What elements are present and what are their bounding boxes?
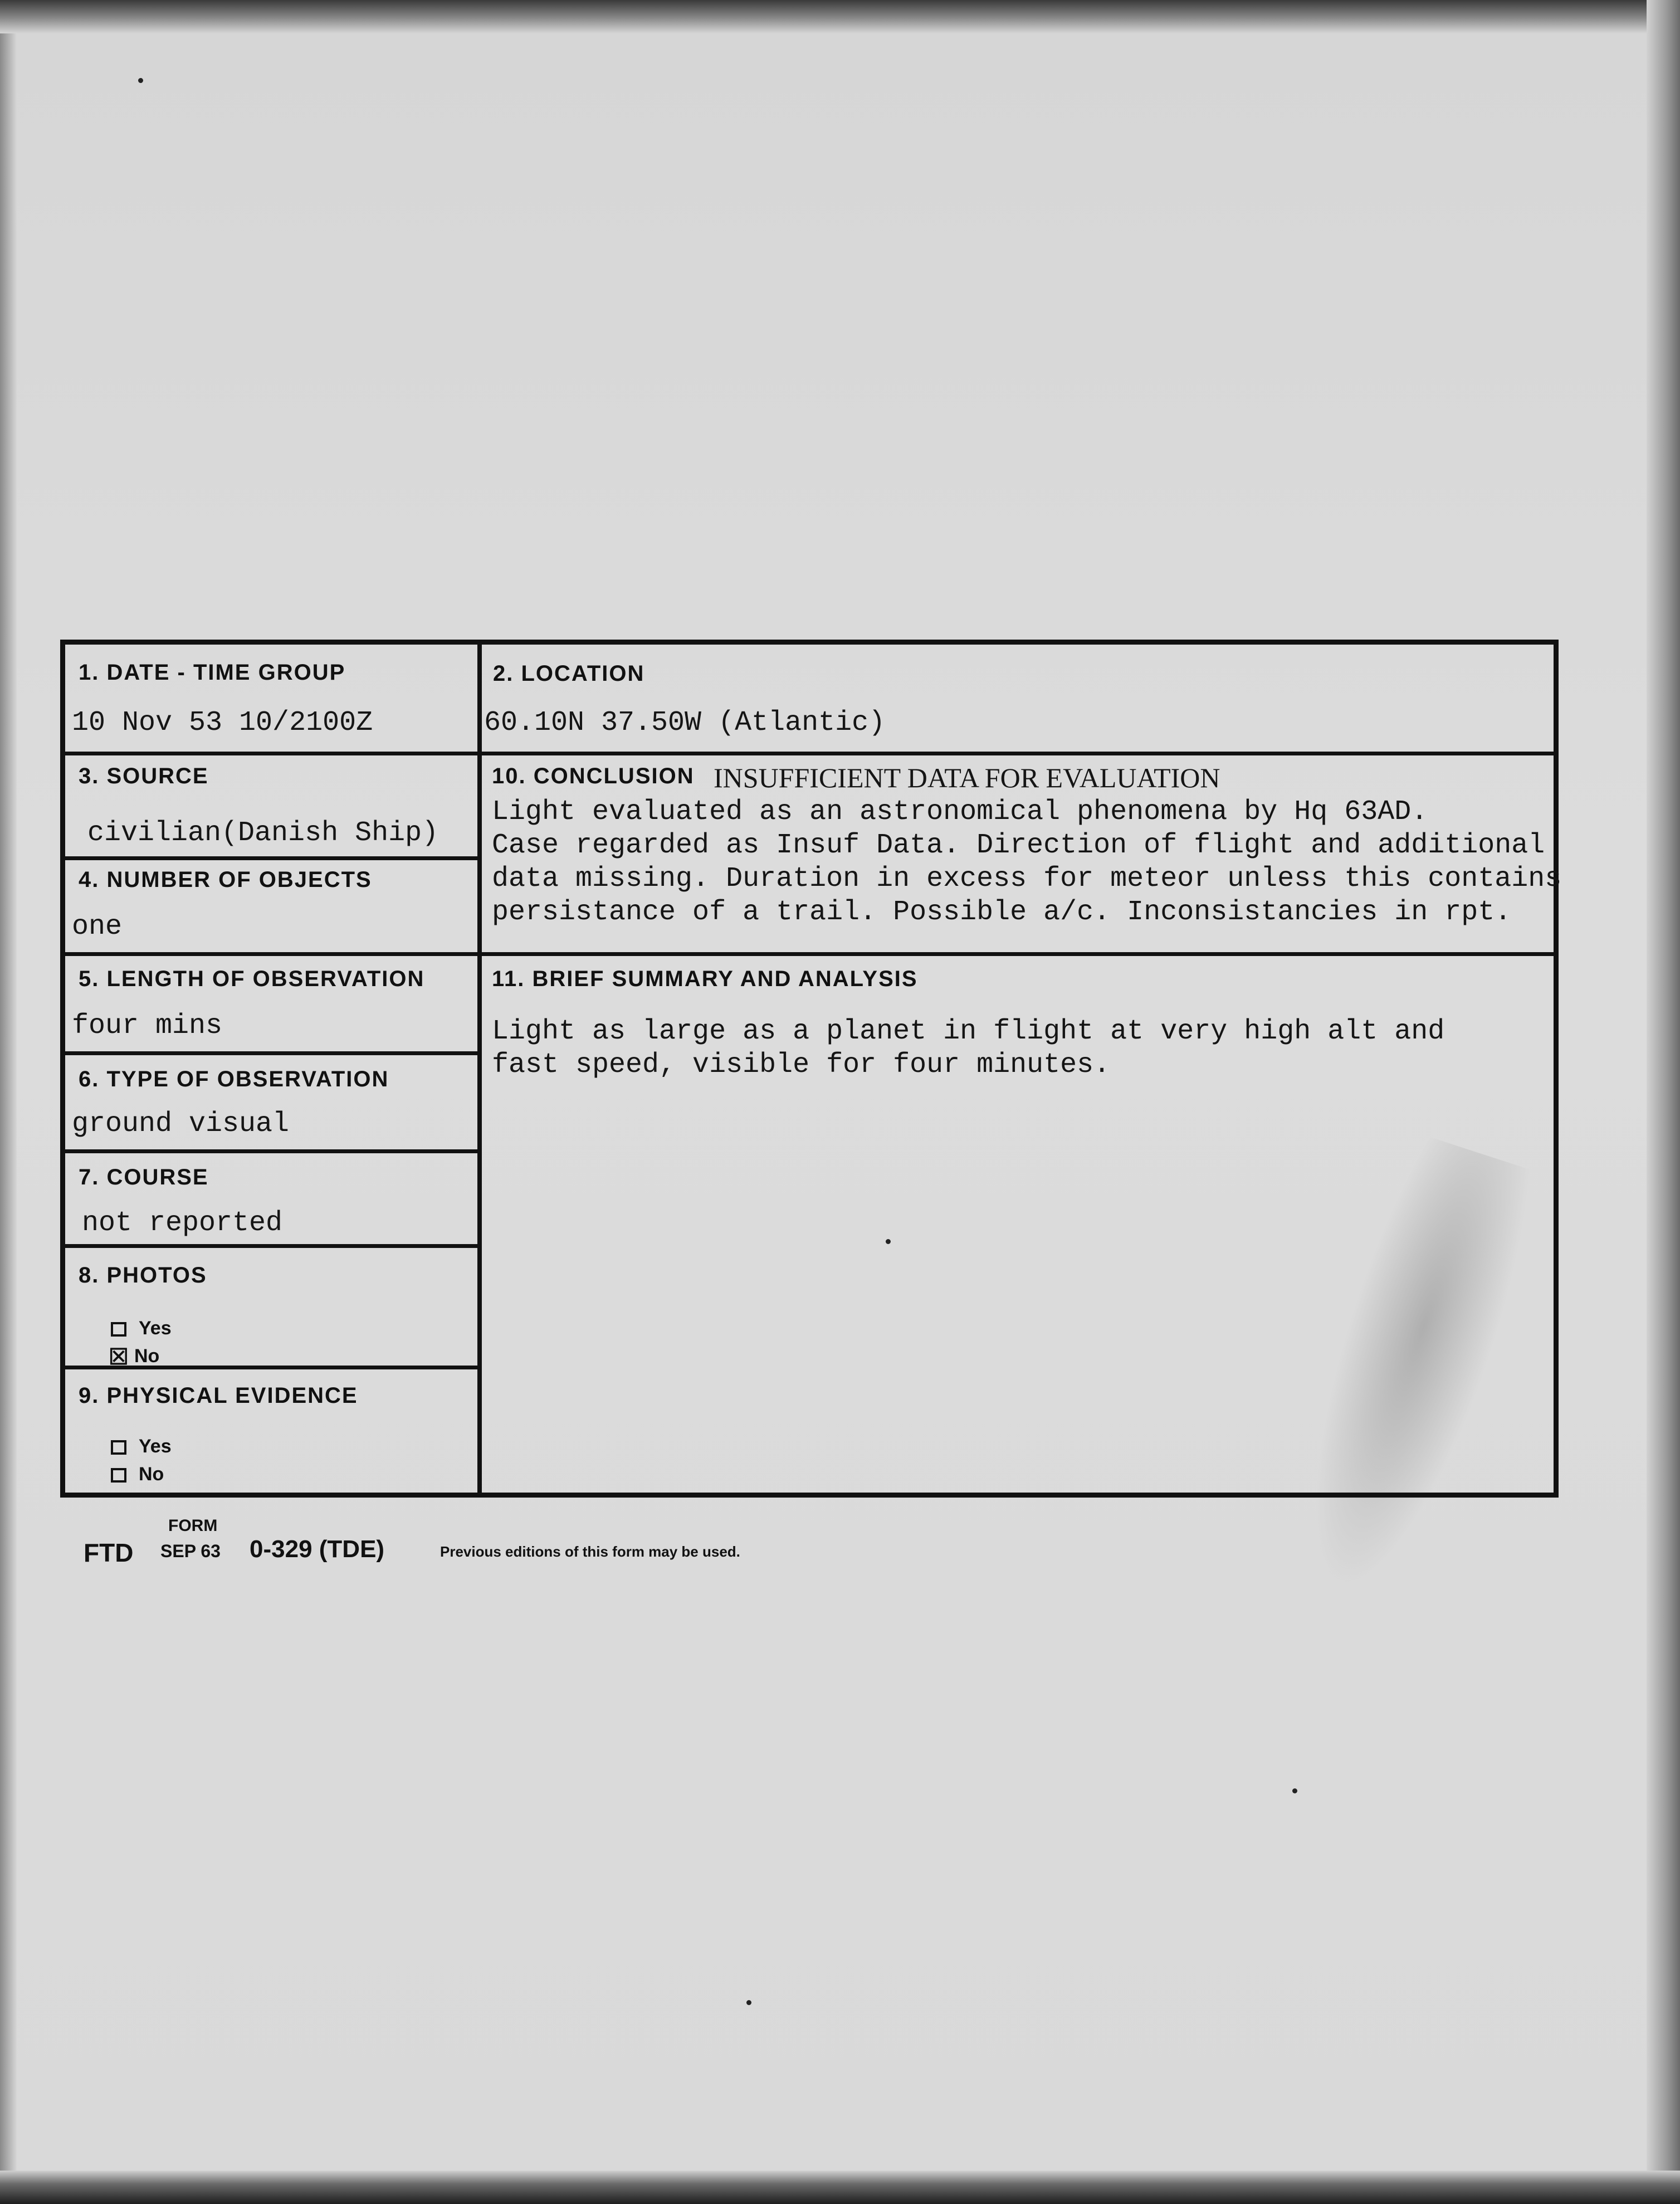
project-record-card [60, 640, 1562, 1498]
summary-line: Light as large as a planet in flight at very high alt and [492, 1016, 1445, 1047]
footer-form-number: 0-329 (TDE) [250, 1535, 385, 1563]
source-value: civilian(Danish Ship) [87, 817, 439, 849]
conclusion-headline: INSUFFICIENT DATA FOR EVALUATION [714, 762, 1220, 793]
row-divider [65, 1149, 480, 1153]
checkbox-empty-icon [111, 1322, 126, 1337]
checkbox-checked-icon: ☒ [109, 1345, 129, 1369]
source-label: 3. SOURCE [79, 764, 209, 788]
scan-left-edge [0, 0, 17, 2204]
length-of-observation-label: 5. LENGTH OF OBSERVATION [79, 967, 425, 991]
physical-evidence-no-option[interactable]: No [111, 1464, 164, 1485]
location-value: 60.10N 37.50W (Atlantic) [484, 707, 886, 739]
row-divider [65, 1244, 480, 1248]
physical-evidence-yes-option[interactable]: Yes [111, 1436, 172, 1457]
scan-bottom-edge [0, 2171, 1680, 2204]
row-divider [477, 752, 1555, 755]
row-divider [65, 752, 480, 755]
course-label: 7. COURSE [79, 1165, 209, 1189]
conclusion-line: Light evaluated as an astronomical phenomena by Hq 63AD. [492, 796, 1428, 828]
conclusion-label: 10. CONCLUSION [492, 764, 695, 788]
physical-evidence-label: 9. PHYSICAL EVIDENCE [79, 1383, 358, 1408]
checkbox-empty-icon [111, 1440, 126, 1455]
type-of-observation-label: 6. TYPE OF OBSERVATION [79, 1067, 389, 1091]
footer-date: SEP 63 [160, 1541, 221, 1561]
length-of-observation-value: four mins [72, 1010, 223, 1042]
date-time-group-label: 1. DATE - TIME GROUP [79, 660, 346, 685]
number-of-objects-value: one [72, 911, 123, 943]
row-divider [65, 1051, 480, 1055]
type-of-observation-value: ground visual [72, 1108, 290, 1140]
photos-yes-option[interactable]: Yes [111, 1318, 172, 1339]
course-value: not reported [82, 1207, 283, 1239]
conclusion-line: data missing. Duration in excess for meteor unless this contains [492, 863, 1562, 895]
photos-label: 8. PHOTOS [79, 1263, 207, 1288]
checkbox-empty-icon [111, 1468, 126, 1483]
date-time-group-value: 10 Nov 53 10/2100Z [72, 707, 373, 739]
speck [138, 78, 143, 83]
scan-top-edge [0, 0, 1680, 33]
row-divider [65, 856, 480, 860]
speck [746, 2000, 751, 2005]
number-of-objects-label: 4. NUMBER OF OBJECTS [79, 867, 372, 892]
conclusion-line: persistance of a trail. Possible a/c. Inconsistancies in rpt. [492, 896, 1512, 928]
footer-form-word: FORM [168, 1517, 218, 1535]
footer-ftd: FTD [84, 1538, 134, 1567]
footer-note: Previous editions of this form may be used. [440, 1543, 740, 1560]
conclusion-line: Case regarded as Insuf Data. Direction of flight and additional [492, 830, 1545, 861]
location-label: 2. LOCATION [493, 661, 645, 686]
row-divider [65, 952, 480, 956]
speck [1292, 1788, 1297, 1793]
photos-no-option[interactable]: ☒ No [109, 1345, 160, 1369]
scan-right-edge [1647, 0, 1680, 2204]
summary-label: 11. BRIEF SUMMARY AND ANALYSIS [492, 967, 918, 991]
row-divider [477, 952, 1555, 956]
summary-line: fast speed, visible for four minutes. [492, 1049, 1111, 1081]
